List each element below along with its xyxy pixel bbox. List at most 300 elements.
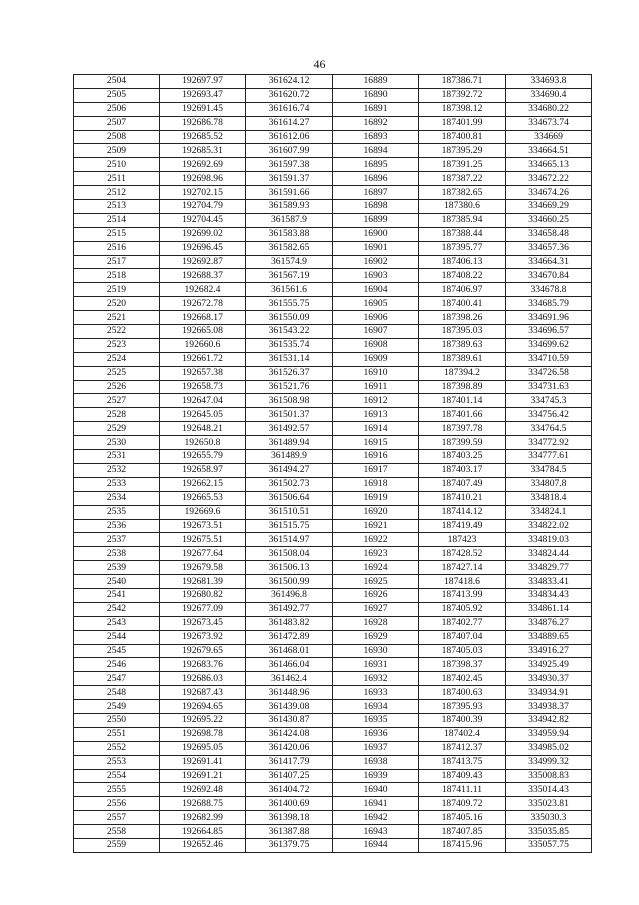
y-coordinate-left-cell: 361500.99 [246,575,333,589]
x-coordinate-left-cell: 192691.21 [160,769,246,783]
y-coordinate-right-cell: 334818.4 [506,491,592,505]
y-coordinate-left-cell: 361597.38 [246,158,333,172]
point-number-left-cell: 2548 [74,686,160,700]
point-number-left-cell: 2552 [74,741,160,755]
x-coordinate-right-cell: 187427.14 [419,561,506,575]
table-row [74,408,592,422]
y-coordinate-right-cell: 334672.22 [506,172,592,186]
table-row [74,102,592,116]
x-coordinate-left-cell: 192704.45 [160,213,246,227]
point-number-right-cell: 16895 [333,158,419,172]
y-coordinate-right-cell: 334665.13 [506,158,592,172]
point-number-left-cell: 2507 [74,116,160,130]
y-coordinate-right-cell: 334925.49 [506,658,592,672]
point-number-left-cell: 2515 [74,227,160,241]
x-coordinate-right-cell: 187398.89 [419,380,506,394]
table-row [74,575,592,589]
point-number-right-cell: 16908 [333,338,419,352]
table-row [74,283,592,297]
point-number-left-cell: 2551 [74,727,160,741]
point-number-left-cell: 2523 [74,338,160,352]
table-row [74,213,592,227]
point-number-right-cell: 16903 [333,269,419,283]
page-number: 46 [313,57,326,71]
y-coordinate-right-cell: 334764.5 [506,422,592,436]
y-coordinate-right-cell: 334916.27 [506,644,592,658]
table-row [74,755,592,769]
point-number-right-cell: 16905 [333,297,419,311]
table-row [74,116,592,130]
x-coordinate-right-cell: 187407.49 [419,477,506,491]
y-coordinate-left-cell: 361612.06 [246,130,333,144]
y-coordinate-left-cell: 361489.94 [246,436,333,450]
point-number-left-cell: 2513 [74,200,160,214]
x-coordinate-right-cell: 187408.22 [419,269,506,283]
table-row [74,616,592,630]
y-coordinate-left-cell: 361508.04 [246,547,333,561]
point-number-left-cell: 2527 [74,394,160,408]
point-number-right-cell: 16896 [333,172,419,186]
y-coordinate-right-cell: 334889.65 [506,630,592,644]
x-coordinate-left-cell: 192668.17 [160,311,246,325]
y-coordinate-left-cell: 361614.27 [246,116,333,130]
point-number-left-cell: 2506 [74,102,160,116]
x-coordinate-left-cell: 192691.45 [160,102,246,116]
x-coordinate-right-cell: 187395.29 [419,144,506,158]
point-number-left-cell: 2529 [74,422,160,436]
x-coordinate-left-cell: 192692.87 [160,255,246,269]
point-number-left-cell: 2517 [74,255,160,269]
point-number-left-cell: 2526 [74,380,160,394]
x-coordinate-left-cell: 192662.15 [160,477,246,491]
point-number-right-cell: 16911 [333,380,419,394]
point-number-left-cell: 2558 [74,825,160,839]
y-coordinate-left-cell: 361430.87 [246,713,333,727]
point-number-right-cell: 16892 [333,116,419,130]
x-coordinate-right-cell: 187382.65 [419,186,506,200]
y-coordinate-left-cell: 361514.97 [246,533,333,547]
point-number-left-cell: 2557 [74,811,160,825]
point-number-right-cell: 16890 [333,88,419,102]
point-number-left-cell: 2516 [74,241,160,255]
y-coordinate-left-cell: 361535.74 [246,338,333,352]
x-coordinate-right-cell: 187409.72 [419,797,506,811]
y-coordinate-right-cell: 334824.1 [506,505,592,519]
x-coordinate-left-cell: 192660.6 [160,338,246,352]
y-coordinate-left-cell: 361379.75 [246,838,333,852]
x-coordinate-left-cell: 192650.8 [160,436,246,450]
point-number-right-cell: 16919 [333,491,419,505]
point-number-left-cell: 2528 [74,408,160,422]
x-coordinate-left-cell: 192673.92 [160,630,246,644]
table-row [74,769,592,783]
table-row [74,533,592,547]
table-row [74,505,592,519]
table-row [74,561,592,575]
point-number-right-cell: 16938 [333,755,419,769]
point-number-right-cell: 16939 [333,769,419,783]
y-coordinate-left-cell: 361543.22 [246,325,333,339]
y-coordinate-left-cell: 361561.6 [246,283,333,297]
x-coordinate-left-cell: 192702.15 [160,186,246,200]
point-number-right-cell: 16937 [333,741,419,755]
point-number-left-cell: 2539 [74,561,160,575]
x-coordinate-right-cell: 187400.63 [419,686,506,700]
table-row [74,797,592,811]
x-coordinate-left-cell: 192699.02 [160,227,246,241]
y-coordinate-right-cell: 334680.22 [506,102,592,116]
x-coordinate-right-cell: 187403.25 [419,450,506,464]
point-number-right-cell: 16902 [333,255,419,269]
x-coordinate-left-cell: 192694.65 [160,700,246,714]
point-number-right-cell: 16943 [333,825,419,839]
x-coordinate-right-cell: 187395.93 [419,700,506,714]
y-coordinate-right-cell: 334664.31 [506,255,592,269]
x-coordinate-left-cell: 192664.85 [160,825,246,839]
y-coordinate-right-cell: 334934.91 [506,686,592,700]
point-number-right-cell: 16923 [333,547,419,561]
point-number-right-cell: 16933 [333,686,419,700]
x-coordinate-right-cell: 187400.39 [419,713,506,727]
x-coordinate-right-cell: 187407.04 [419,630,506,644]
y-coordinate-left-cell: 361521.76 [246,380,333,394]
x-coordinate-left-cell: 192688.75 [160,797,246,811]
x-coordinate-left-cell: 192672.78 [160,297,246,311]
y-coordinate-left-cell: 361492.57 [246,422,333,436]
y-coordinate-left-cell: 361506.64 [246,491,333,505]
y-coordinate-left-cell: 361587.9 [246,213,333,227]
y-coordinate-left-cell: 361508.98 [246,394,333,408]
y-coordinate-right-cell: 334824.44 [506,547,592,561]
point-number-left-cell: 2534 [74,491,160,505]
point-number-left-cell: 2543 [74,616,160,630]
x-coordinate-right-cell: 187388.44 [419,227,506,241]
point-number-left-cell: 2510 [74,158,160,172]
point-number-left-cell: 2538 [74,547,160,561]
y-coordinate-right-cell: 335035.85 [506,825,592,839]
x-coordinate-left-cell: 192682.4 [160,283,246,297]
point-number-right-cell: 16913 [333,408,419,422]
y-coordinate-right-cell: 334829.77 [506,561,592,575]
x-coordinate-right-cell: 187398.26 [419,311,506,325]
point-number-right-cell: 16909 [333,352,419,366]
point-number-left-cell: 2547 [74,672,160,686]
x-coordinate-right-cell: 187413.99 [419,588,506,602]
x-coordinate-right-cell: 187380.6 [419,200,506,214]
point-number-right-cell: 16907 [333,325,419,339]
point-number-left-cell: 2532 [74,463,160,477]
x-coordinate-right-cell: 187414.12 [419,505,506,519]
table-row [74,630,592,644]
point-number-right-cell: 16931 [333,658,419,672]
point-number-left-cell: 2512 [74,186,160,200]
x-coordinate-right-cell: 187410.21 [419,491,506,505]
y-coordinate-right-cell: 334745.3 [506,394,592,408]
y-coordinate-left-cell: 361483.82 [246,616,333,630]
y-coordinate-left-cell: 361526.37 [246,366,333,380]
x-coordinate-left-cell: 192669.6 [160,505,246,519]
y-coordinate-right-cell: 335030.3 [506,811,592,825]
y-coordinate-right-cell: 334690.4 [506,88,592,102]
x-coordinate-left-cell: 192695.22 [160,713,246,727]
y-coordinate-right-cell: 334938.37 [506,700,592,714]
y-coordinate-right-cell: 334664.51 [506,144,592,158]
point-number-right-cell: 16940 [333,783,419,797]
point-number-right-cell: 16915 [333,436,419,450]
x-coordinate-left-cell: 192685.31 [160,144,246,158]
table-row [74,88,592,102]
y-coordinate-left-cell: 361439.08 [246,700,333,714]
y-coordinate-right-cell: 334673.74 [506,116,592,130]
y-coordinate-right-cell: 334930.37 [506,672,592,686]
point-number-left-cell: 2536 [74,519,160,533]
table-row [74,75,592,89]
y-coordinate-left-cell: 361468.01 [246,644,333,658]
y-coordinate-right-cell: 334699.62 [506,338,592,352]
table-row [74,713,592,727]
table-row [74,380,592,394]
table-row [74,311,592,325]
point-number-right-cell: 16932 [333,672,419,686]
x-coordinate-left-cell: 192686.78 [160,116,246,130]
x-coordinate-right-cell: 187394.2 [419,366,506,380]
x-coordinate-right-cell: 187389.61 [419,352,506,366]
table-row [74,186,592,200]
x-coordinate-left-cell: 192698.96 [160,172,246,186]
x-coordinate-left-cell: 192691.41 [160,755,246,769]
y-coordinate-left-cell: 361489.9 [246,450,333,464]
y-coordinate-left-cell: 361567.19 [246,269,333,283]
y-coordinate-left-cell: 361591.37 [246,172,333,186]
point-number-left-cell: 2509 [74,144,160,158]
y-coordinate-right-cell: 334999.32 [506,755,592,769]
y-coordinate-left-cell: 361510.51 [246,505,333,519]
x-coordinate-right-cell: 187407.85 [419,825,506,839]
point-number-right-cell: 16922 [333,533,419,547]
x-coordinate-left-cell: 192665.53 [160,491,246,505]
x-coordinate-left-cell: 192685.52 [160,130,246,144]
y-coordinate-left-cell: 361583.88 [246,227,333,241]
point-number-left-cell: 2525 [74,366,160,380]
point-number-right-cell: 16918 [333,477,419,491]
y-coordinate-right-cell: 334657.36 [506,241,592,255]
x-coordinate-left-cell: 192647.04 [160,394,246,408]
point-number-right-cell: 16901 [333,241,419,255]
table-row [74,144,592,158]
point-number-left-cell: 2519 [74,283,160,297]
x-coordinate-left-cell: 192692.69 [160,158,246,172]
y-coordinate-left-cell: 361591.66 [246,186,333,200]
y-coordinate-left-cell: 361589.93 [246,200,333,214]
y-coordinate-right-cell: 334731.63 [506,380,592,394]
point-number-right-cell: 16941 [333,797,419,811]
y-coordinate-right-cell: 334985.02 [506,741,592,755]
table-row [74,644,592,658]
x-coordinate-left-cell: 192698.78 [160,727,246,741]
x-coordinate-left-cell: 192681.39 [160,575,246,589]
y-coordinate-right-cell: 334807.8 [506,477,592,491]
x-coordinate-right-cell: 187405.92 [419,602,506,616]
point-number-right-cell: 16900 [333,227,419,241]
point-number-left-cell: 2511 [74,172,160,186]
point-number-right-cell: 16912 [333,394,419,408]
x-coordinate-right-cell: 187391.25 [419,158,506,172]
x-coordinate-left-cell: 192679.58 [160,561,246,575]
x-coordinate-right-cell: 187401.99 [419,116,506,130]
point-number-right-cell: 16936 [333,727,419,741]
y-coordinate-left-cell: 361404.72 [246,783,333,797]
y-coordinate-left-cell: 361496.8 [246,588,333,602]
point-number-right-cell: 16898 [333,200,419,214]
point-number-left-cell: 2555 [74,783,160,797]
point-number-right-cell: 16906 [333,311,419,325]
y-coordinate-right-cell: 334784.5 [506,463,592,477]
table-row [74,255,592,269]
x-coordinate-right-cell: 187398.12 [419,102,506,116]
y-coordinate-right-cell: 334685.79 [506,297,592,311]
y-coordinate-left-cell: 361400.69 [246,797,333,811]
table-row [74,741,592,755]
point-number-right-cell: 16925 [333,575,419,589]
point-number-right-cell: 16928 [333,616,419,630]
y-coordinate-left-cell: 361492.77 [246,602,333,616]
x-coordinate-right-cell: 187418.6 [419,575,506,589]
table-row [74,338,592,352]
x-coordinate-right-cell: 187399.59 [419,436,506,450]
x-coordinate-left-cell: 192682.99 [160,811,246,825]
y-coordinate-right-cell: 334691.96 [506,311,592,325]
x-coordinate-left-cell: 192688.37 [160,269,246,283]
x-coordinate-right-cell: 187395.03 [419,325,506,339]
x-coordinate-right-cell: 187392.72 [419,88,506,102]
y-coordinate-left-cell: 361550.09 [246,311,333,325]
x-coordinate-right-cell: 187395.77 [419,241,506,255]
point-number-left-cell: 2522 [74,325,160,339]
x-coordinate-right-cell: 187385.94 [419,213,506,227]
point-number-right-cell: 16914 [333,422,419,436]
x-coordinate-left-cell: 192683.76 [160,658,246,672]
y-coordinate-right-cell: 334669.29 [506,200,592,214]
x-coordinate-right-cell: 187397.78 [419,422,506,436]
x-coordinate-left-cell: 192677.09 [160,602,246,616]
point-number-left-cell: 2508 [74,130,160,144]
x-coordinate-right-cell: 187405.16 [419,811,506,825]
point-number-right-cell: 16893 [333,130,419,144]
y-coordinate-right-cell: 334726.58 [506,366,592,380]
table-row [74,547,592,561]
point-number-right-cell: 16929 [333,630,419,644]
x-coordinate-left-cell: 192661.72 [160,352,246,366]
x-coordinate-left-cell: 192686.03 [160,672,246,686]
x-coordinate-right-cell: 187419.49 [419,519,506,533]
x-coordinate-right-cell: 187409.43 [419,769,506,783]
x-coordinate-left-cell: 192657.38 [160,366,246,380]
y-coordinate-right-cell: 334710.59 [506,352,592,366]
y-coordinate-right-cell: 334660.25 [506,213,592,227]
y-coordinate-right-cell: 334693.8 [506,75,592,89]
y-coordinate-left-cell: 361620.72 [246,88,333,102]
x-coordinate-left-cell: 192658.73 [160,380,246,394]
y-coordinate-right-cell: 335014.43 [506,783,592,797]
y-coordinate-right-cell: 334819.03 [506,533,592,547]
table-row [74,352,592,366]
y-coordinate-left-cell: 361424.08 [246,727,333,741]
table-row [74,463,592,477]
point-number-left-cell: 2544 [74,630,160,644]
point-number-left-cell: 2553 [74,755,160,769]
point-number-right-cell: 16916 [333,450,419,464]
point-number-left-cell: 2531 [74,450,160,464]
x-coordinate-left-cell: 192665.08 [160,325,246,339]
x-coordinate-left-cell: 192687.43 [160,686,246,700]
x-coordinate-right-cell: 187402.45 [419,672,506,686]
y-coordinate-right-cell: 334670.84 [506,269,592,283]
table-body [74,75,592,853]
x-coordinate-left-cell: 192655.79 [160,450,246,464]
point-number-right-cell: 16889 [333,75,419,89]
x-coordinate-left-cell: 192692.48 [160,783,246,797]
x-coordinate-left-cell: 192673.51 [160,519,246,533]
y-coordinate-right-cell: 334674.26 [506,186,592,200]
x-coordinate-left-cell: 192645.05 [160,408,246,422]
point-number-left-cell: 2540 [74,575,160,589]
point-number-left-cell: 2524 [74,352,160,366]
x-coordinate-right-cell: 187423 [419,533,506,547]
y-coordinate-left-cell: 361531.14 [246,352,333,366]
y-coordinate-left-cell: 361506.13 [246,561,333,575]
table-row [74,783,592,797]
point-number-right-cell: 16910 [333,366,419,380]
point-number-right-cell: 16899 [333,213,419,227]
y-coordinate-left-cell: 361515.75 [246,519,333,533]
point-number-right-cell: 16930 [333,644,419,658]
y-coordinate-left-cell: 361624.12 [246,75,333,89]
table-row [74,269,592,283]
table-row [74,172,592,186]
x-coordinate-left-cell: 192652.46 [160,838,246,852]
table-row [74,838,592,852]
table-row [74,450,592,464]
point-number-right-cell: 16904 [333,283,419,297]
y-coordinate-right-cell: 334772.92 [506,436,592,450]
table-row [74,811,592,825]
point-number-right-cell: 16917 [333,463,419,477]
x-coordinate-right-cell: 187415.96 [419,838,506,852]
y-coordinate-left-cell: 361607.99 [246,144,333,158]
table-row [74,436,592,450]
x-coordinate-right-cell: 187398.37 [419,658,506,672]
y-coordinate-left-cell: 361398.18 [246,811,333,825]
y-coordinate-right-cell: 335008.83 [506,769,592,783]
x-coordinate-right-cell: 187406.13 [419,255,506,269]
y-coordinate-left-cell: 361417.79 [246,755,333,769]
point-number-left-cell: 2545 [74,644,160,658]
point-number-left-cell: 2554 [74,769,160,783]
table-row [74,241,592,255]
x-coordinate-left-cell: 192696.45 [160,241,246,255]
y-coordinate-right-cell: 334696.57 [506,325,592,339]
point-number-right-cell: 16926 [333,588,419,602]
point-number-right-cell: 16897 [333,186,419,200]
x-coordinate-right-cell: 187411.11 [419,783,506,797]
point-number-right-cell: 16894 [333,144,419,158]
y-coordinate-right-cell: 334833.41 [506,575,592,589]
x-coordinate-left-cell: 192673.45 [160,616,246,630]
table-row [74,602,592,616]
table-row [74,658,592,672]
point-number-right-cell: 16942 [333,811,419,825]
y-coordinate-right-cell: 334834.43 [506,588,592,602]
